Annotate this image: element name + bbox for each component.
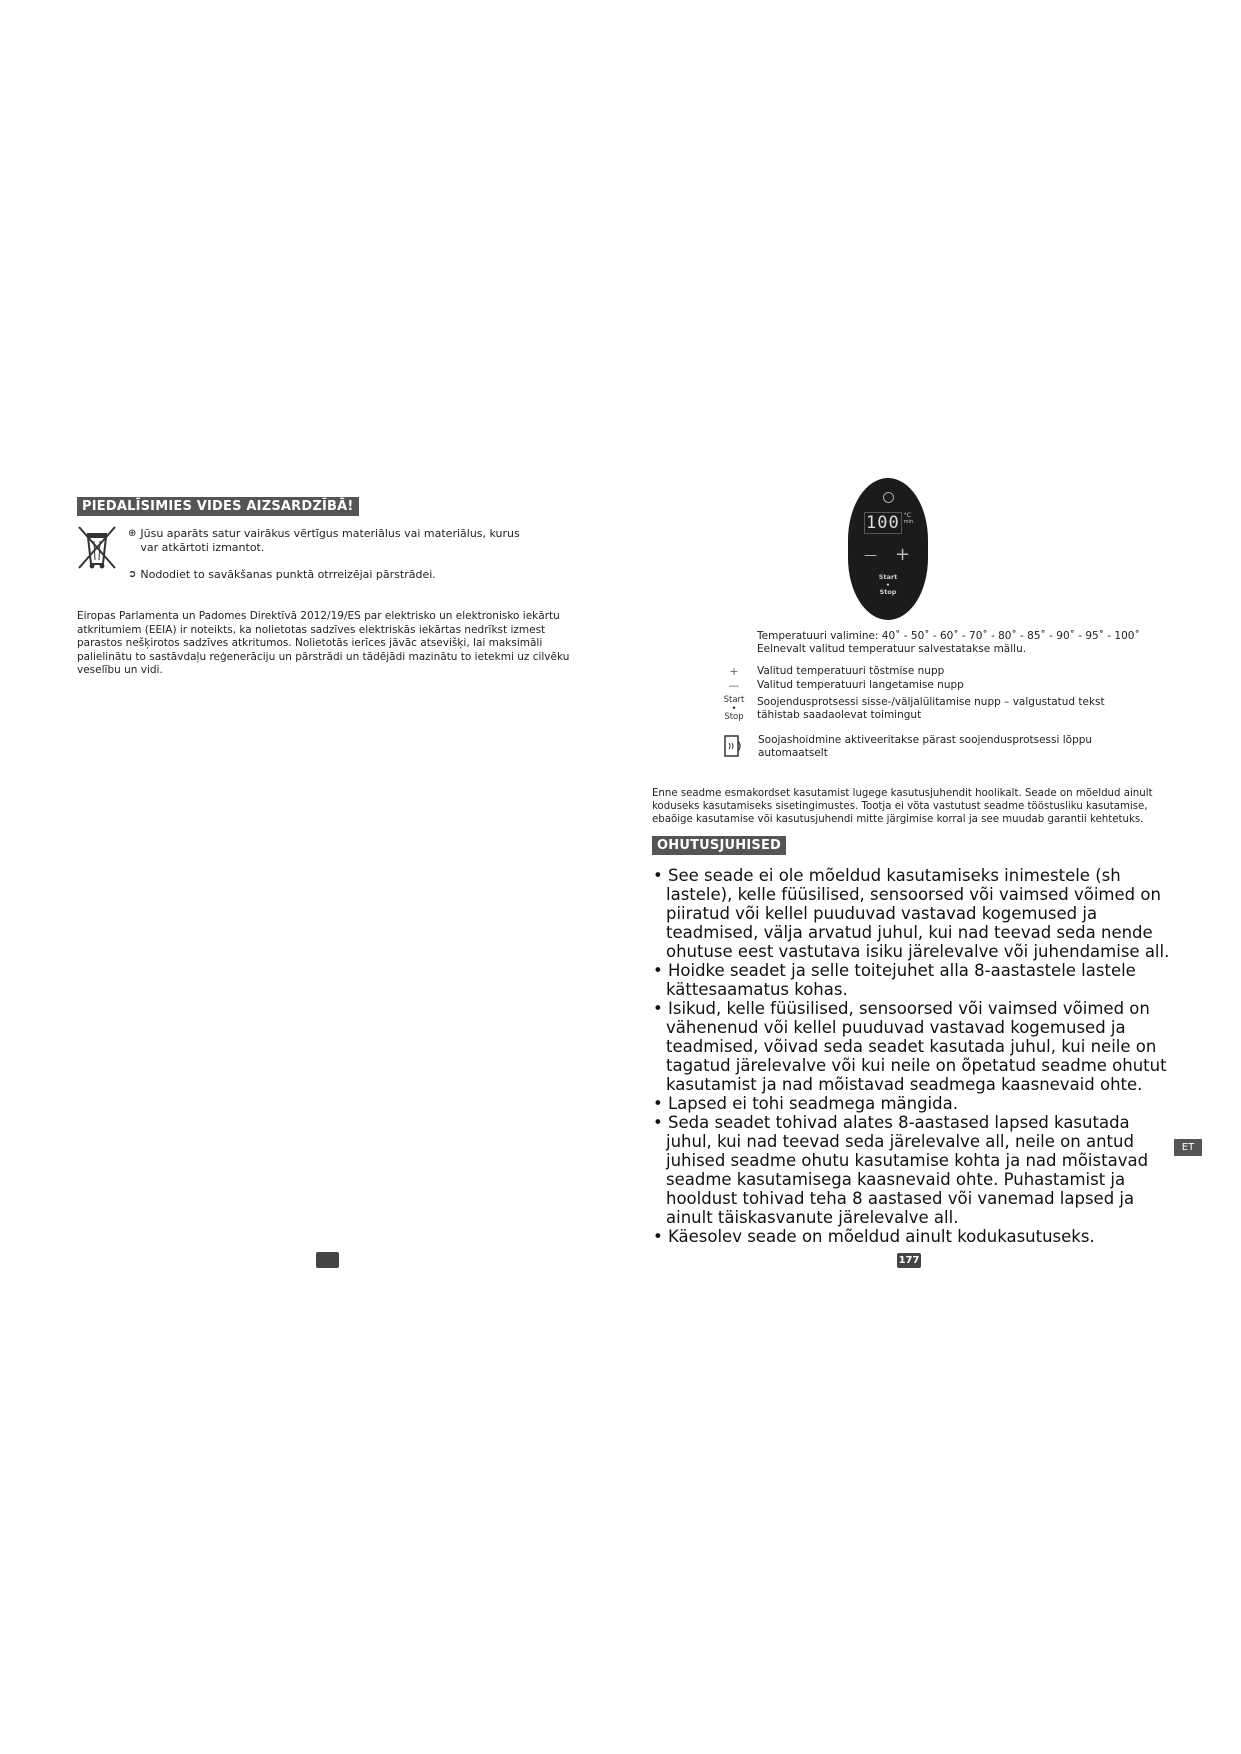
- legend-keep-warm-text: Soojashoidmine aktiveeritakse pärast soojendusprotsessi lõppu automaatselt: [758, 734, 1093, 759]
- disposal-text: Nododiet to savākšanas punktā otrreizējai pārstrādei.: [140, 568, 436, 581]
- safety-bullet: • Käesolev seade on mõeldud ainult kodukasutuseks.: [653, 1227, 1095, 1246]
- minus-button[interactable]: —: [864, 548, 877, 563]
- power-logo-icon: [883, 492, 894, 503]
- safety-bullet: • Lapsed ei tohi seadmega mängida.: [653, 1094, 958, 1113]
- legend-start-stop-text: Soojendusprotsessi sisse-/väljalülitamise nupp – valgustatud tekst tähistab saadaolevat toimingut: [757, 696, 1105, 721]
- recycle-item: [128, 527, 528, 555]
- unit-celsius: °C: [903, 512, 911, 519]
- start-symbol-text: Start: [723, 695, 745, 705]
- legend-plus: [722, 665, 1162, 678]
- legend-plus-text: Valitud temperatuuri tõstmise nupp: [757, 665, 945, 677]
- start-stop-button[interactable]: [868, 574, 908, 597]
- legend-start-stop: [722, 696, 1162, 722]
- unit-minutes: min: [903, 519, 914, 525]
- weee-bin-icon: [76, 524, 118, 570]
- temperature-selection: [757, 630, 1157, 656]
- temperature-steps: Temperatuuri valimine: 40˚ - 50˚ - 60˚ - 70˚ - 80˚ - 85˚ - 90˚ - 95˚ - 100˚: [757, 630, 1140, 642]
- stop-symbol-text: Stop: [724, 712, 744, 722]
- start-stop-dot: •: [885, 580, 891, 589]
- left-page-number: [316, 1252, 339, 1268]
- left-section-heading: PIEDALĪSIMIES VIDES AIZSARDZĪBĀ!: [77, 497, 359, 516]
- stop-label: Stop: [879, 588, 897, 596]
- language-tab: ET: [1174, 1139, 1202, 1156]
- arrow-icon: ➲: [128, 569, 137, 580]
- plus-symbol: +: [729, 665, 739, 678]
- safety-bullet: • Hoidke seadet ja selle toitejuhet alla 8-aastastele lastele kättesaamatus kohas.: [653, 961, 1136, 999]
- legend-minus-text: Valitud temperatuuri langetamise nupp: [757, 679, 964, 691]
- control-panel: [848, 478, 928, 620]
- minus-symbol: —: [728, 679, 740, 692]
- safety-bullet-list: [652, 866, 1174, 1246]
- display-value: 100: [866, 513, 900, 533]
- right-page-number: 177: [898, 1255, 920, 1266]
- disposal-item: [128, 568, 528, 582]
- safety-bullet: • Seda seadet tohivad alates 8-aastased lapsed kasutada juhul, kui nad teevad seda järelevalve all, neile on antud juhised seadme ohutu kasutamise kohta ja nad mõistavad seadme kasutamisega kaasnevaid ohte. Puhastamist ja hooldust tohivad teha 8 aastased või vanemad lapsed ja ainult täiskasvanute järelevalve all.: [653, 1113, 1149, 1227]
- safety-bullet: • See seade ei ole mõeldud kasutamiseks inimestele (sh lastele), kelle füüsilised, sensoorsed või vaimsed võimed on piiratud või kellel puuduvad vastavad kogemused ja teadmised, välja arvatud juhul, kui nad teevad seda nende ohutuse eest vastutava isiku järelevalve või juhendamise all.: [653, 866, 1170, 961]
- dot-symbol-text: •: [731, 703, 737, 714]
- safety-heading: OHUTUSJUHISED: [652, 836, 786, 855]
- start-stop-symbol: [722, 696, 746, 722]
- temperature-memory-note: Eelnevalt valitud temperatuur salvestatakse mällu.: [757, 643, 1027, 655]
- directive-paragraph: Eiropas Parlamenta un Padomes Direktīvā 2012/19/ES par elektrisko un elektronisko iekārtu atkritumiem (EEIA) ir noteikts, ka nolietotas sadzīves elektriskās iekārtas nedrīkst izmest parastos nešķirotos sadzīves atkritumos. Nolietotās ierīces jāvāc atsevišķi, lai maksimāli palielinātu to sastāvdaļu reģenerāciju un pārstrādi un tādējādi mazinātu to ietekmi uz cilvēku veselību un vidi.: [77, 610, 570, 676]
- recycle-text: Jūsu aparāts satur vairākus vērtīgus materiālus vai materiālus, kurus var atkārtoti izmantot.: [140, 527, 520, 554]
- intro-paragraph: Enne seadme esmakordset kasutamist lugege kasutusjuhendit hoolikalt. Seade on mõeldud ainult koduseks kasutamiseks sisetingimustes. Tootja ei võta vastutust seadme tööstusliku kasutamise, ebaõige kasutamise või kasutusjuhendi mitte järgimise korral ja see muudab garantii kehtetuks.: [652, 788, 1153, 825]
- plus-button[interactable]: +: [895, 544, 911, 565]
- recycle-icon: ⊕: [128, 528, 137, 539]
- keep-warm-icon: [722, 734, 744, 758]
- safety-bullet: • Isikud, kelle füüsilised, sensoorsed või vaimsed võimed on vähenenud või kellel puuduvad vastavad kogemused ja teadmised, võivad seda seadet kasutada juhul, kui neile on tagatud järelevalve või kui neile on õpetatud seadme ohutut kasutamist ja nad mõistavad seadmega kaasnevaid ohte.: [653, 999, 1167, 1094]
- start-label: Start: [878, 573, 898, 581]
- temperature-display: [864, 512, 914, 534]
- legend-minus: [722, 679, 1162, 692]
- legend-keep-warm: [722, 734, 1162, 760]
